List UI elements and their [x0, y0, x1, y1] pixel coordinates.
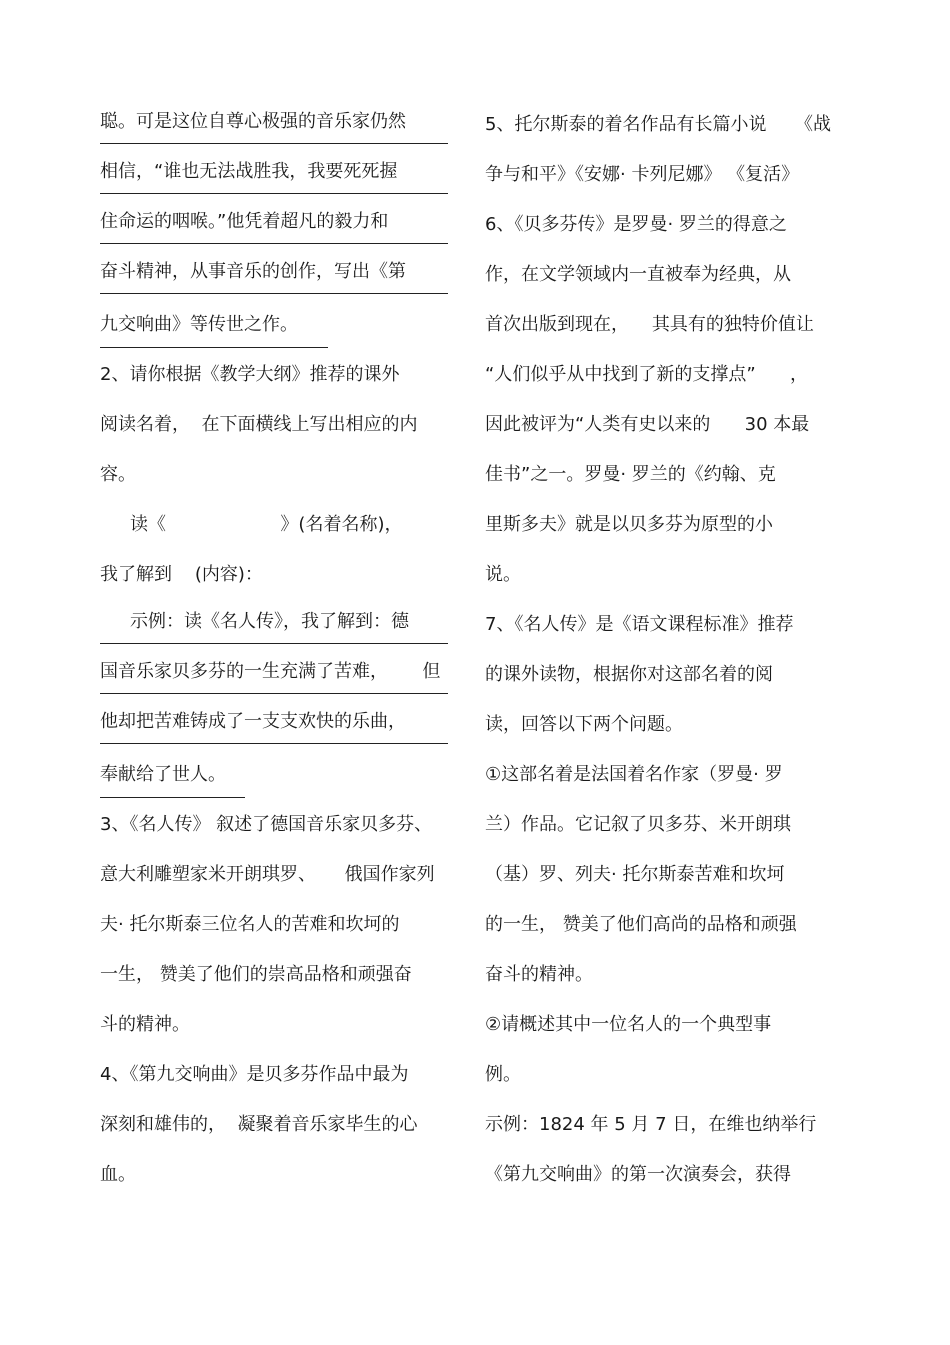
- text-line: 相信，“谁也无法战胜我，我要死死握: [100, 150, 448, 194]
- text-line: 奋斗的精神。: [485, 964, 593, 985]
- text-line: 7、《名人传》是《语文课程标准》推荐: [485, 614, 794, 635]
- text-line: 首次出版到现在， 其具有的独特价值让: [485, 314, 814, 335]
- text-line: 的一生， 赞美了他们高尚的品格和顽强: [485, 914, 797, 935]
- example-line: 示例：读《名人传》，我了解到：德: [100, 600, 448, 644]
- text-line: 九交响曲》等传世之作。: [100, 303, 328, 348]
- text-line: 4、《第九交响曲》是贝多芬作品中最为: [100, 1064, 409, 1085]
- example-line: 他却把苦难铸成了一支支欢快的乐曲，: [100, 700, 448, 744]
- text-line-wrap: [100, 750, 450, 800]
- text-line: 5、托尔斯泰的着名作品有长篇小说 《战: [485, 114, 832, 135]
- text-line: （基）罗、列夫· 托尔斯泰苦难和坎坷: [485, 864, 785, 885]
- left-column: [100, 100, 450, 1200]
- text-line: 因此被评为“人类有史以来的 30 本最: [485, 414, 810, 435]
- text-line: 示例：1824 年 5 月 7 日，在维也纳举行: [485, 1114, 817, 1135]
- text-line: 争与和平》《安娜· 卡列尼娜》 《复活》: [485, 164, 800, 185]
- text-line: 斗的精神。: [100, 1014, 190, 1035]
- text-line: 聪。可是这位自尊心极强的音乐家仍然: [100, 100, 448, 144]
- text-line: 里斯多夫》就是以贝多芬为原型的小: [485, 514, 773, 535]
- text-line: 一生， 赞美了他们的崇高品格和顽强奋: [100, 964, 412, 985]
- text-line: 读，回答以下两个问题。: [485, 714, 683, 735]
- text-line: 血。: [100, 1164, 136, 1185]
- text-line-wrap: [100, 300, 450, 350]
- text-line: 意大利雕塑家米开朗琪罗、 俄国作家列: [100, 864, 435, 885]
- text-line: 《第九交响曲》的第一次演奏会，获得: [485, 1164, 791, 1185]
- example-line: 国音乐家贝多芬的一生充满了苦难， 但: [100, 650, 448, 694]
- text-line: 阅读名着， 在下面横线上写出相应的内: [100, 414, 418, 435]
- text-line: 3、《名人传》 叙述了德国音乐家贝多芬、: [100, 814, 433, 835]
- text-line: 佳书”之一。罗曼· 罗兰的《约翰、克: [485, 464, 776, 485]
- text-line: 读《 》(名着名称)，: [130, 514, 403, 535]
- text-line: 奋斗精神，从事音乐的创作，写出《第: [100, 250, 448, 294]
- text-line: 2、请你根据《教学大纲》推荐的课外: [100, 364, 400, 385]
- text-line: 兰）作品。它记叙了贝多芬、米开朗琪: [485, 814, 791, 835]
- text-line: ①这部名着是法国着名作家（罗曼· 罗: [485, 764, 783, 785]
- text-line: 的课外读物，根据你对这部名着的阅: [485, 664, 773, 685]
- text-line: 例。: [485, 1064, 521, 1085]
- text-line: 6、《贝多芬传》是罗曼· 罗兰的得意之: [485, 214, 787, 235]
- text-line: 容。: [100, 464, 136, 485]
- text-line: 我了解到 (内容)：: [100, 564, 263, 585]
- example-line: 奉献给了世人。: [100, 753, 245, 798]
- right-column: [485, 100, 840, 1200]
- text-line: 深刻和雄伟的， 凝聚着音乐家毕生的心: [100, 1114, 418, 1135]
- text-line: “人们似乎从中找到了新的支撑点” ，: [485, 364, 808, 385]
- text-line: 作，在文学领域内一直被奉为经典，从: [485, 264, 791, 285]
- text-line: 夫· 托尔斯泰三位名人的苦难和坎坷的: [100, 914, 400, 935]
- text-line: 住命运的咽喉。”他凭着超凡的毅力和: [100, 200, 448, 244]
- text-line: 说。: [485, 564, 521, 585]
- text-line: ②请概述其中一位名人的一个典型事: [485, 1014, 772, 1035]
